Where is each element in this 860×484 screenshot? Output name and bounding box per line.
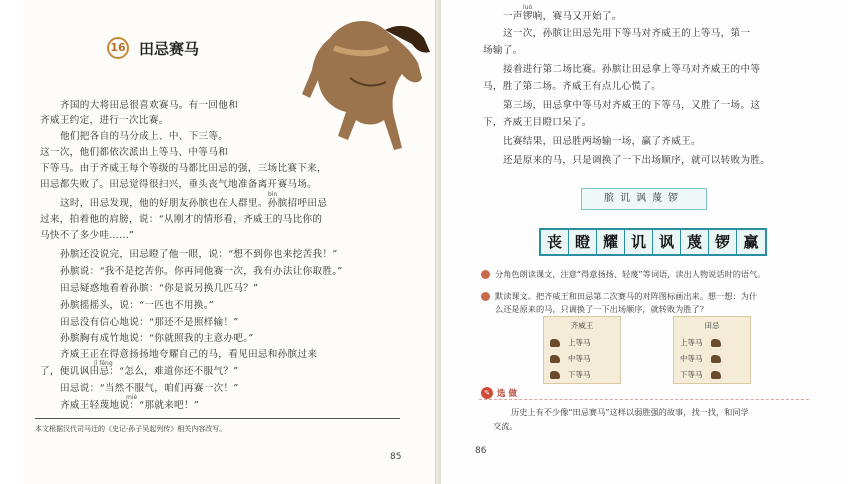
character-cell: 讽 xyxy=(653,230,681,254)
character-cell: 锣 xyxy=(709,230,737,254)
right-page xyxy=(441,0,849,484)
footnote-divider xyxy=(35,418,400,419)
card-title: 齐威王 xyxy=(570,321,594,330)
horse-icon xyxy=(550,355,560,363)
optional-task-icon: ✎ xyxy=(481,387,493,399)
page-number: 85 xyxy=(390,452,402,462)
text-line: 孙膑胸有成竹地说：“你就照我的主意办吧。” xyxy=(60,333,254,344)
text-line: 孙膑说：“我不是挖苦你。你再同他赛一次，我有办法让你取胜。” xyxy=(60,266,343,277)
text-line: 他们把各自的马分成上、中、下三等。 xyxy=(60,131,229,142)
card-row: 中等马 xyxy=(550,353,591,364)
text-line: 马快不了多少哇……” xyxy=(40,230,135,241)
character-cell: 蔑 xyxy=(681,230,709,254)
card-row: 中等马 xyxy=(680,353,721,364)
text-line: 接着进行第二场比赛。孙膑让田忌拿上等马对齐威王的中等 xyxy=(503,64,761,75)
text-line: 孙膑还没说完，田忌瞪了他一眼，说：“想不到你也来挖苦我！” xyxy=(60,249,338,260)
character-grid xyxy=(539,228,767,256)
pinyin-annotation: bìn xyxy=(268,191,278,198)
vocabulary-box: 膑讥讽蔑锣 xyxy=(581,188,707,210)
horse-icon xyxy=(711,339,721,347)
text-line: 这时，田忌发现，他的好朋友孙膑也在人群里。孙膑招呼田忌 xyxy=(60,198,328,209)
text-line: 田忌都失败了。田忌觉得很扫兴，垂头丧气地准备离开赛马场。 xyxy=(40,179,318,190)
text-line: 一声锣响，赛马又开始了。 xyxy=(503,11,622,22)
footnote: 本文根据汉代司马迁的《史记·孙子吴起列传》相关内容改写。 xyxy=(35,425,227,433)
text-line: 下，齐威王目瞪口呆了。 xyxy=(483,117,592,128)
exercise-2-line-1: 默读课文。把齐威王和田忌第二次赛马的对阵图标画出来。想一想：为什 xyxy=(495,291,758,301)
exercise-2-line-2: 么还是原来的马，只调换了一下出场顺序，就转败为胜了？ xyxy=(495,304,708,314)
text-line: 了，便讥讽田忌：“怎么，难道你还不服气？” xyxy=(40,366,239,377)
character-cell: 赢 xyxy=(743,233,759,251)
text-line: 齐威王正在得意扬扬地夸耀自己的马，看见田忌和孙膑过来 xyxy=(60,349,318,360)
text-line: 田忌说：“当然不服气，咱们再赛一次！” xyxy=(60,383,239,394)
section-divider xyxy=(479,399,809,400)
text-line: 这一次，孙膑让田忌先用下等马对齐威王的上等马，第一 xyxy=(503,28,751,39)
exercise-1: 分角色朗读课文，注意“得意扬扬、轻蔑”等词语，读出人物说话时的语气。 xyxy=(495,269,766,279)
text-line: 田忌疑惑地看着孙膑：“你是说另换几匹马？” xyxy=(60,283,259,294)
character-cell: 讥 xyxy=(625,230,653,254)
text-line: 齐威王约定，进行一次比赛。 xyxy=(40,115,169,126)
text-line: 这一次，他们都依次派出上等马、中等马和 xyxy=(40,147,228,158)
text-line: 马，胜了第二场。齐威王有点儿心慌了。 xyxy=(483,81,662,92)
character-cell: 瞪 xyxy=(569,230,597,254)
card-row: 上等马 xyxy=(550,337,591,348)
horse-illustration xyxy=(290,8,435,158)
optional-task-label: 选 做 xyxy=(497,389,517,399)
optional-task-line-2: 交流。 xyxy=(493,421,518,431)
exercise-bullet-icon xyxy=(481,292,490,301)
qiweiwang-horse-card xyxy=(543,316,621,384)
lesson-number-badge: 16 xyxy=(107,37,129,59)
horse-icon xyxy=(711,355,721,363)
card-row: 上等马 xyxy=(680,337,721,348)
text-line: 齐国的大将田忌很喜欢赛马。有一回他和 xyxy=(60,100,239,111)
left-page xyxy=(22,0,435,484)
text-line: 比赛结果，田忌胜两场输一场，赢了齐威王。 xyxy=(503,136,701,147)
text-line: 第三场，田忌拿中等马对齐威王的下等马，又胜了一场。这 xyxy=(503,100,761,111)
pinyin-annotation: jī fěng xyxy=(94,360,113,367)
text-line: 孙膑摇摇头，说：“一匹也不用换。” xyxy=(60,300,215,311)
pinyin-annotation: luó xyxy=(523,4,533,11)
text-line: 还是原来的马，只是调换了一下出场顺序，就可以转败为胜。 xyxy=(503,155,771,166)
pinyin-annotation: miè xyxy=(126,394,138,401)
text-line: 下等马。由于齐威王每个等级的马都比田忌的强，三场比赛下来， xyxy=(40,163,327,174)
character-cell: 耀 xyxy=(597,230,625,254)
text-line: 场输了。 xyxy=(483,45,523,56)
page-number: 86 xyxy=(475,446,487,456)
text-line: 田忌没有信心地说：“那还不是照样输！” xyxy=(60,317,239,328)
horse-icon xyxy=(550,371,560,379)
horse-icon xyxy=(550,339,560,347)
text-line: 过来，拍着他的肩膀，说：“从刚才的情形看，齐威王的马比你的 xyxy=(40,214,323,225)
optional-task-line-1: 历史上有不少像“田忌赛马”这样以弱胜强的故事，找一找，和同学 xyxy=(511,407,749,417)
card-row: 下等马 xyxy=(550,369,591,380)
lesson-title: 田忌赛马 xyxy=(139,40,200,58)
card-title: 田忌 xyxy=(704,321,720,330)
text-line: 齐威王轻蔑地说：“那就来吧！” xyxy=(60,400,200,411)
tianji-horse-card xyxy=(673,316,751,384)
horse-icon xyxy=(711,371,721,379)
character-cell: 丧 xyxy=(541,230,569,254)
exercise-bullet-icon xyxy=(481,270,490,279)
card-row: 下等马 xyxy=(680,369,721,380)
